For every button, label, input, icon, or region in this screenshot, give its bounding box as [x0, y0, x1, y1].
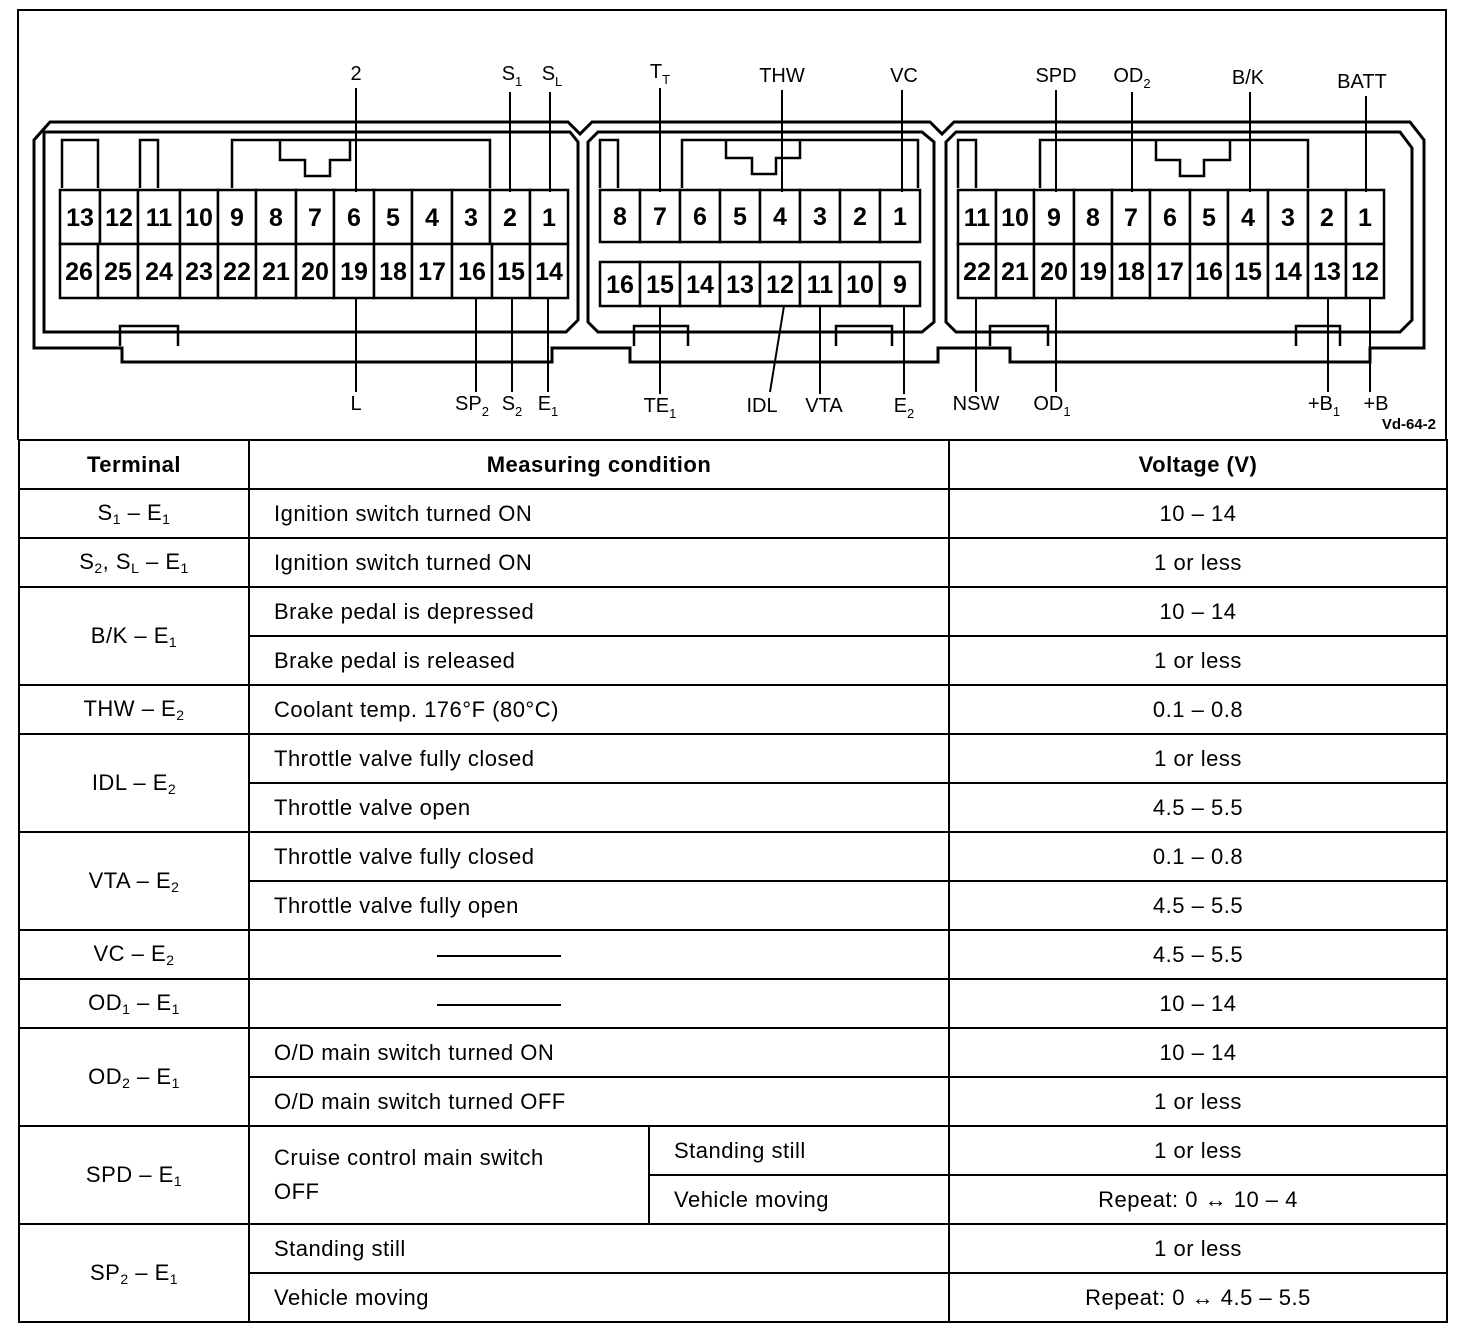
pin-number: 24	[145, 258, 173, 286]
pin-number: 5	[733, 203, 747, 231]
table-row	[19, 685, 1447, 734]
voltage-cell: 4.5 – 5.5	[949, 881, 1447, 930]
pin-number: 3	[1281, 204, 1295, 232]
pin-number: 7	[308, 204, 322, 232]
pin-number: 12	[766, 271, 794, 299]
terminal-label-top-8	[1232, 67, 1265, 192]
voltage-cell: 1 or less	[949, 1126, 1447, 1175]
voltage-cell: Repeat: 0 ↔ 4.5 – 5.5	[949, 1273, 1447, 1322]
pin-bottom-20	[1034, 244, 1074, 298]
condition-cell: Brake pedal is depressed	[249, 587, 949, 636]
condition-cell	[249, 930, 949, 979]
pin-number: 8	[269, 204, 283, 232]
pin-top-4	[412, 190, 452, 244]
voltage-cell: 1 or less	[949, 636, 1447, 685]
pin-bottom-16	[452, 244, 492, 298]
pin-number: 11	[963, 204, 991, 232]
condition-cell: Ignition switch turned ON	[249, 489, 949, 538]
table-row	[19, 538, 1447, 587]
table-row	[19, 1224, 1447, 1273]
pin-bottom-14	[1268, 244, 1308, 298]
pin-number: 5	[386, 204, 400, 232]
pin-number: 20	[301, 258, 329, 286]
pin-top-12	[100, 190, 138, 244]
pin-number: 16	[458, 258, 486, 286]
terminal-label-text: VTA	[805, 395, 843, 417]
pin-number: 19	[1079, 258, 1107, 286]
terminal-cell: $B/K - E_1$	[19, 587, 249, 685]
pin-bottom-20	[296, 244, 334, 298]
pin-bottom-23	[180, 244, 218, 298]
pin-number: 19	[340, 258, 368, 286]
pin-number: 18	[379, 258, 407, 286]
terminal-label-text: $E_1$	[537, 393, 559, 419]
pin-bottom-21	[256, 244, 296, 298]
terminal-label-text: $SP_2$	[455, 393, 489, 419]
terminal-label-text: NSW	[952, 393, 1000, 415]
connector-3	[958, 190, 1384, 298]
terminal-label-top-7	[1113, 65, 1150, 192]
voltage-spec-table	[18, 439, 1448, 1323]
pin-number: 6	[693, 203, 707, 231]
pin-number: 13	[1313, 258, 1341, 286]
pin-number: 26	[65, 258, 93, 286]
pin-number: 9	[230, 204, 244, 232]
pin-number: 14	[686, 271, 714, 299]
condition-cell	[249, 979, 949, 1028]
pin-top-1	[530, 190, 568, 244]
pin-top-4	[760, 190, 800, 242]
terminal-cell: $OD_1 - E_1$	[19, 979, 249, 1028]
pin-bottom-26	[60, 244, 98, 298]
pin-number: 2	[853, 203, 867, 231]
pin-bottom-21	[996, 244, 1034, 298]
terminal-label-top-6	[1035, 65, 1076, 192]
terminal-cell: $SP_2 - E_1$	[19, 1224, 249, 1322]
pin-top-10	[996, 190, 1034, 244]
terminal-label-text: $T_T$	[649, 61, 671, 87]
pin-top-6	[334, 190, 374, 244]
pin-bottom-13	[1308, 244, 1346, 298]
terminal-cell: SPD – $E_1$	[19, 1126, 249, 1224]
pin-number: 8	[1086, 204, 1100, 232]
table-body	[19, 489, 1447, 1322]
terminal-label-bottom-0	[350, 298, 361, 415]
table-row	[19, 832, 1447, 881]
condition-cell: Standing still	[649, 1126, 949, 1175]
pin-bottom-12	[1346, 244, 1384, 298]
pin-number: 11	[806, 271, 834, 299]
pin-number: 2	[1320, 204, 1334, 232]
pin-number: 1	[1358, 204, 1372, 232]
terminal-label-text: IDL	[746, 395, 778, 417]
condition-cell: Ignition switch turned ON	[249, 538, 949, 587]
pin-top-5	[374, 190, 412, 244]
pin-top-3	[800, 190, 840, 242]
pin-bottom-15	[1228, 244, 1268, 298]
pin-bottom-15	[492, 244, 530, 298]
pin-bottom-9	[880, 262, 920, 306]
terminal-label-text: 2	[350, 63, 362, 85]
terminal-label-text: $S_1$	[501, 63, 523, 89]
pin-top-7	[1112, 190, 1150, 244]
pin-bottom-18	[374, 244, 412, 298]
pin-bottom-10	[840, 262, 880, 306]
condition-cell: Throttle valve fully closed	[249, 832, 949, 881]
terminal-label-bottom-11	[1363, 298, 1388, 415]
pin-top-7	[296, 190, 334, 244]
pin-number: 6	[347, 204, 361, 232]
pin-number: 10	[1001, 204, 1029, 232]
terminal-cell: VC – $E_2$	[19, 930, 249, 979]
terminal-label-bottom-9	[1033, 298, 1070, 419]
connector-pins	[60, 190, 1384, 306]
pin-number: 1	[542, 204, 556, 232]
terminal-label-bottom-8	[953, 298, 1000, 415]
pin-number: 15	[497, 258, 525, 286]
pin-top-9	[218, 190, 256, 244]
pin-top-6	[680, 190, 720, 242]
pin-number: 22	[223, 258, 251, 286]
connector-2	[600, 190, 920, 306]
pin-number: 11	[145, 204, 173, 232]
voltage-cell: 10 – 14	[949, 587, 1447, 636]
table-row	[19, 930, 1447, 979]
pin-top-8	[256, 190, 296, 244]
voltage-cell: 10 – 14	[949, 979, 1447, 1028]
terminal-label-bottom-2	[502, 298, 523, 419]
pin-bottom-11	[800, 262, 840, 306]
terminal-label-text: $E_2$	[893, 395, 915, 421]
pin-bottom-19	[334, 244, 374, 298]
pin-top-2	[490, 190, 530, 244]
terminal-cell: $S_1 - E_1$	[19, 489, 249, 538]
pin-bottom-22	[218, 244, 256, 298]
condition-cell: O/D main switch turned ON	[249, 1028, 949, 1077]
table-row	[19, 734, 1447, 783]
pin-number: 25	[104, 258, 132, 286]
pin-number: 16	[1195, 258, 1223, 286]
pin-number: 3	[813, 203, 827, 231]
terminal-label-text: VC	[890, 65, 918, 87]
pin-top-3	[1268, 190, 1308, 244]
condition-cell: Throttle valve open	[249, 783, 949, 832]
pin-top-5	[720, 190, 760, 242]
terminal-cell: VTA – $E_2$	[19, 832, 249, 930]
pin-bottom-17	[1150, 244, 1190, 298]
pin-bottom-17	[412, 244, 452, 298]
pin-top-11	[958, 190, 996, 244]
pin-number: 9	[1047, 204, 1061, 232]
pin-number: 21	[1001, 258, 1029, 286]
terminal-label-text: $OD_1$	[1033, 393, 1071, 419]
table-row	[19, 979, 1447, 1028]
pin-bottom-24	[138, 244, 180, 298]
condition-cell: Vehicle moving	[649, 1175, 949, 1224]
terminal-label-text: $TE_1$	[643, 395, 677, 421]
pin-number: 13	[66, 204, 94, 232]
terminal-label-text: B/K	[1231, 67, 1265, 89]
voltage-cell: 4.5 – 5.5	[949, 783, 1447, 832]
condition-cell: Brake pedal is released	[249, 636, 949, 685]
pin-bottom-13	[720, 262, 760, 306]
pin-bottom-16	[600, 262, 640, 306]
voltage-cell: 10 – 14	[949, 489, 1447, 538]
terminal-label-bottom-10	[1308, 298, 1340, 419]
pin-number: 1	[893, 203, 907, 231]
header-voltage: Voltage (V)	[949, 440, 1447, 489]
condition-cell: Standing still	[249, 1224, 949, 1273]
not-applicable-dash	[437, 1004, 561, 1006]
terminal-label-top-2	[542, 63, 563, 192]
ecu-connector-diagram	[0, 0, 1472, 440]
terminal-label-top-3	[650, 61, 670, 192]
terminal-label-text: $S_L$	[541, 63, 563, 89]
pin-bottom-15	[640, 262, 680, 306]
header-measuring-condition: Measuring condition	[249, 440, 949, 489]
pin-number: 18	[1117, 258, 1145, 286]
pin-number: 6	[1163, 204, 1177, 232]
condition-cell: Throttle valve fully closed	[249, 734, 949, 783]
pin-top-8	[1074, 190, 1112, 244]
condition-group-cell: Cruise control main switch OFF	[249, 1126, 649, 1224]
pin-top-13	[60, 190, 100, 244]
pin-top-6	[1150, 190, 1190, 244]
terminal-cell: $S_2$, $S_L - E_1$	[19, 538, 249, 587]
pin-number: 9	[893, 271, 907, 299]
terminal-label-top-1	[502, 63, 523, 192]
pin-number: 14	[1274, 258, 1302, 286]
pin-number: 5	[1202, 204, 1216, 232]
terminal-cell: IDL – $E_2$	[19, 734, 249, 832]
pin-top-2	[840, 190, 880, 242]
pin-number: 10	[185, 204, 213, 232]
pin-bottom-16	[1190, 244, 1228, 298]
terminal-label-text: L	[350, 393, 362, 415]
terminal-label-text: THW	[759, 65, 805, 87]
connector-1	[60, 190, 568, 298]
pin-top-1	[1346, 190, 1384, 244]
terminal-label-bottom-1	[455, 298, 489, 419]
pin-bottom-19	[1074, 244, 1112, 298]
terminal-label-text: BATT	[1337, 71, 1387, 93]
terminal-label-bottom-3	[538, 298, 559, 419]
terminal-label-text: +B	[1363, 393, 1389, 415]
pin-number: 4	[1241, 204, 1255, 232]
pin-bottom-22	[958, 244, 996, 298]
pin-number: 23	[185, 258, 213, 286]
pin-bottom-25	[98, 244, 138, 298]
voltage-cell: 4.5 – 5.5	[949, 930, 1447, 979]
terminal-cell: $OD_2 - E_1$	[19, 1028, 249, 1126]
pin-number: 7	[653, 203, 667, 231]
condition-cell: Throttle valve fully open	[249, 881, 949, 930]
pin-number: 12	[1351, 258, 1379, 286]
voltage-cell: Repeat: 0 ↔ 10 – 4	[949, 1175, 1447, 1224]
pin-number: 4	[425, 204, 439, 232]
terminal-label-top-0	[350, 63, 361, 192]
pin-number: 3	[464, 204, 478, 232]
header-terminal: Terminal	[19, 440, 249, 489]
pin-number: 7	[1124, 204, 1138, 232]
pin-top-5	[1190, 190, 1228, 244]
pin-number: 14	[535, 258, 563, 286]
condition-cell: O/D main switch turned OFF	[249, 1077, 949, 1126]
condition-cell: Vehicle moving	[249, 1273, 949, 1322]
pin-top-7	[640, 190, 680, 242]
pin-top-3	[452, 190, 490, 244]
pin-bottom-18	[1112, 244, 1150, 298]
table-row	[19, 587, 1447, 636]
figure-code: Vd-64-2	[1381, 416, 1436, 433]
not-applicable-dash	[437, 955, 561, 957]
pin-number: 10	[846, 271, 874, 299]
terminal-label-text: $OD_2$	[1113, 65, 1151, 91]
terminal-label-text: $S_2$	[501, 393, 523, 419]
terminal-label-text: $+B_1$	[1307, 393, 1341, 419]
pin-top-8	[600, 190, 640, 242]
pin-number: 22	[963, 258, 991, 286]
voltage-cell: 1 or less	[949, 734, 1447, 783]
pin-number: 2	[503, 204, 517, 232]
table-row	[19, 489, 1447, 538]
pin-number: 15	[646, 271, 674, 299]
voltage-cell: 0.1 – 0.8	[949, 685, 1447, 734]
pin-top-4	[1228, 190, 1268, 244]
pin-number: 13	[726, 271, 754, 299]
terminal-label-text: SPD	[1035, 65, 1077, 87]
condition-cell: Coolant temp. 176°F (80°C)	[249, 685, 949, 734]
voltage-cell: 10 – 14	[949, 1028, 1447, 1077]
pin-number: 12	[105, 204, 133, 232]
pin-number: 21	[262, 258, 290, 286]
pin-number: 16	[606, 271, 634, 299]
pin-top-2	[1308, 190, 1346, 244]
terminal-cell: THW – $E_2$	[19, 685, 249, 734]
pin-number: 17	[1156, 258, 1184, 286]
pin-bottom-14	[530, 244, 568, 298]
pin-bottom-12	[760, 262, 800, 306]
voltage-cell: 1 or less	[949, 538, 1447, 587]
pin-number: 8	[613, 203, 627, 231]
voltage-cell: 1 or less	[949, 1077, 1447, 1126]
terminal-label-top-5	[890, 65, 918, 192]
voltage-cell: 1 or less	[949, 1224, 1447, 1273]
pin-top-11	[138, 190, 180, 244]
pin-number: 15	[1234, 258, 1262, 286]
pin-bottom-14	[680, 262, 720, 306]
pin-number: 17	[418, 258, 446, 286]
voltage-cell: 0.1 – 0.8	[949, 832, 1447, 881]
pin-number: 4	[773, 203, 787, 231]
table-row	[19, 1028, 1447, 1077]
table-row	[19, 1126, 1447, 1175]
pin-top-10	[180, 190, 218, 244]
table-header-row	[19, 440, 1447, 489]
pin-top-1	[880, 190, 920, 242]
pin-top-9	[1034, 190, 1074, 244]
pin-number: 20	[1040, 258, 1068, 286]
